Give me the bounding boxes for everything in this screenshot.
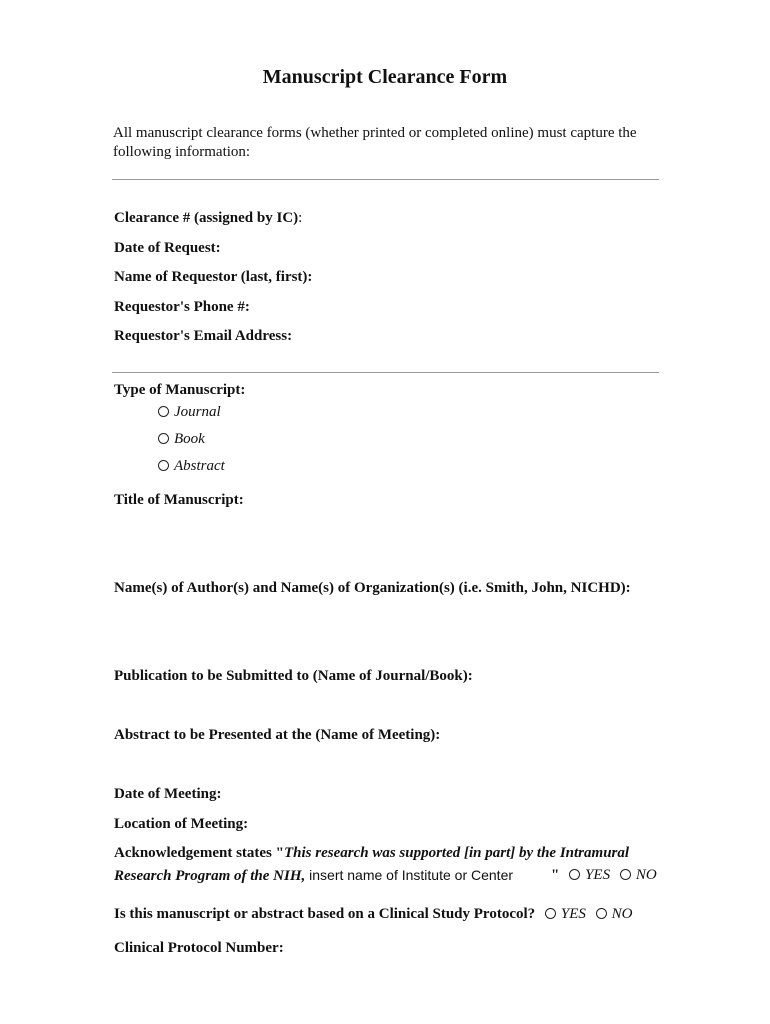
acknowledgement-line-2: [114, 867, 513, 885]
type-option-label: Abstract: [174, 458, 225, 474]
clearance-number-colon: :: [298, 210, 303, 226]
clinical-yes-option[interactable]: [539, 906, 586, 922]
type-option-label: Journal: [174, 404, 221, 420]
radio-icon[interactable]: [569, 869, 580, 880]
no-label: NO: [635, 867, 657, 883]
meeting-date-field[interactable]: Date of Meeting:: [114, 786, 222, 802]
acknowledgement-insert: insert name of Institute or Center: [305, 867, 514, 883]
manuscript-title-field[interactable]: Title of Manuscript:: [114, 492, 244, 508]
yes-label: YES: [560, 906, 586, 922]
acknowledgement-close-quote: ": [551, 867, 560, 883]
divider-middle: [112, 372, 659, 373]
clearance-number-label: Clearance # (assigned by IC): [114, 210, 299, 226]
abstract-meeting-field[interactable]: Abstract to be Presented at the (Name of Meeting):: [114, 727, 441, 743]
publication-field[interactable]: Publication to be Submitted to (Name of Journal/Book):: [114, 668, 473, 684]
acknowledgement-quote-2: Research Program of the NIH,: [114, 868, 306, 884]
clinical-no-option[interactable]: [590, 906, 633, 922]
page-title: Manuscript Clearance Form: [262, 66, 508, 88]
type-option-journal[interactable]: [158, 404, 221, 421]
radio-icon[interactable]: [158, 406, 169, 417]
authors-field[interactable]: Name(s) of Author(s) and Name(s) of Organization(s) (i.e. Smith, John, NICHD):: [114, 580, 631, 596]
divider-top: [112, 179, 659, 180]
yes-label: YES: [585, 867, 611, 883]
radio-icon[interactable]: [596, 908, 607, 919]
acknowledgement-yes-option[interactable]: [563, 867, 610, 883]
clearance-number-field[interactable]: [114, 210, 302, 227]
radio-icon[interactable]: [158, 460, 169, 471]
clinical-study-question: [114, 906, 633, 923]
type-option-label: Book: [174, 431, 205, 447]
type-option-book[interactable]: [158, 431, 205, 448]
radio-icon[interactable]: [545, 908, 556, 919]
date-of-request-field[interactable]: Date of Request:: [114, 240, 221, 256]
acknowledgement-no-option[interactable]: [614, 867, 657, 883]
no-label: NO: [611, 906, 633, 922]
clinical-protocol-number-field[interactable]: Clinical Protocol Number:: [114, 940, 284, 956]
acknowledgement-quote-1: This research was supported [in part] by the Intramural: [283, 845, 630, 861]
requestor-name-field[interactable]: Name of Requestor (last, first):: [114, 269, 313, 285]
intro-text: All manuscript clearance forms (whether printed or completed online) must capture the following information:: [113, 125, 637, 160]
radio-icon[interactable]: [620, 869, 631, 880]
requestor-email-field[interactable]: Requestor's Email Address:: [114, 328, 293, 344]
meeting-location-field[interactable]: Location of Meeting:: [114, 816, 249, 832]
acknowledgement-line-1: [114, 845, 629, 862]
requestor-phone-field[interactable]: Requestor's Phone #:: [114, 299, 250, 315]
type-option-abstract[interactable]: [158, 458, 225, 475]
manuscript-type-label: Type of Manuscript:: [114, 382, 246, 398]
clinical-question-text: Is this manuscript or abstract based on a Clinical Study Protocol?: [114, 906, 536, 922]
radio-icon[interactable]: [158, 433, 169, 444]
acknowledgement-choices: [551, 867, 657, 884]
acknowledgement-prefix: Acknowledgement states ": [114, 845, 284, 861]
